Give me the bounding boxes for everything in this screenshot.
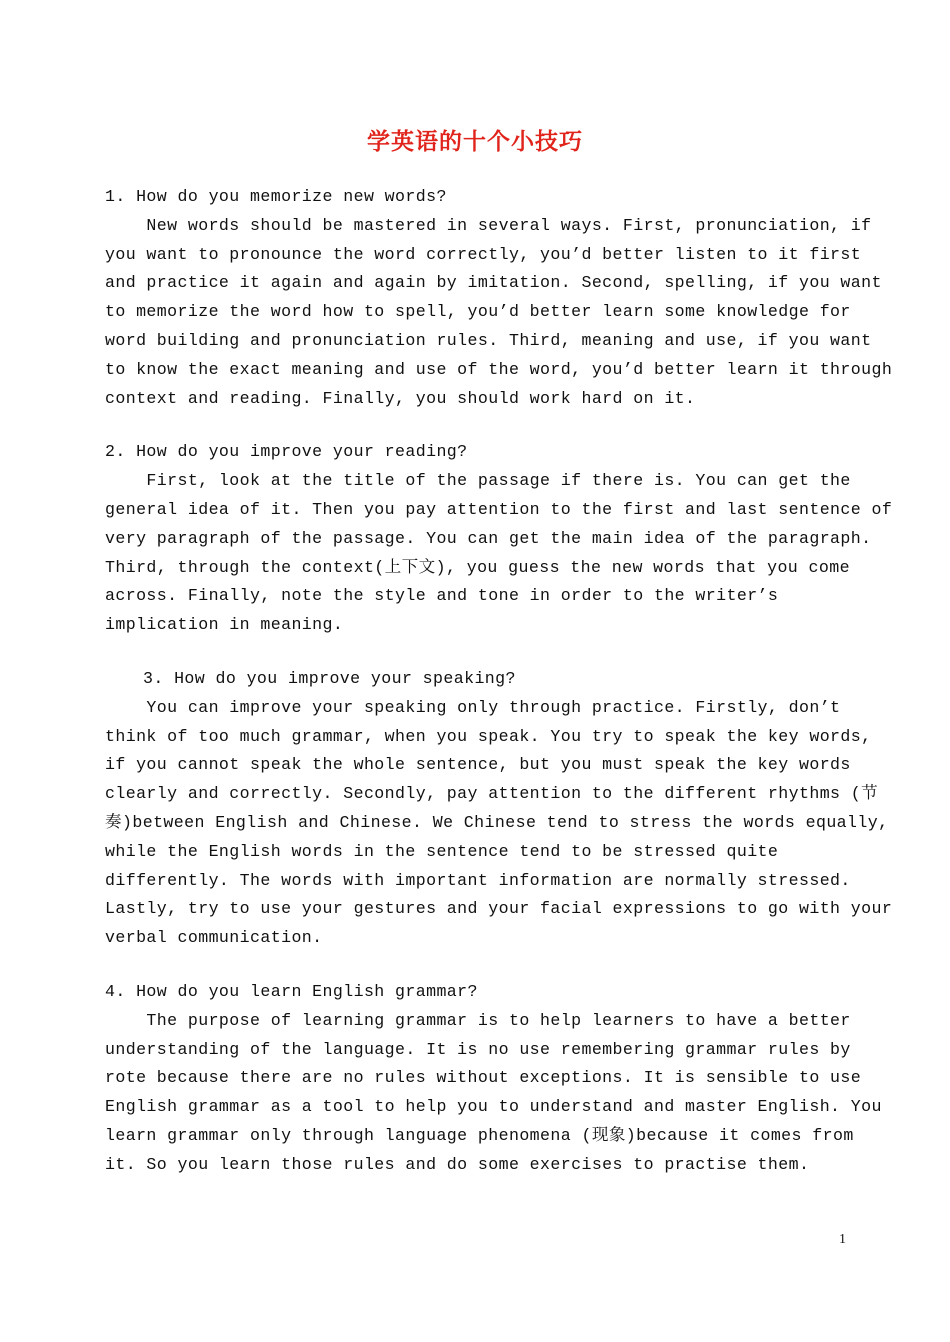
paragraph-line: think of too much grammar, when you speak. You try to speak the key words, (105, 726, 872, 746)
paragraph-line: understanding of the language. It is no use remembering grammar rules by (105, 1039, 851, 1059)
paragraph-line: 奏)between English and Chinese. We Chinese tend to stress the words equally, (105, 812, 889, 832)
page-number: 1 (839, 1232, 846, 1247)
paragraph-line: clearly and correctly. Secondly, pay attention to the different rhythms (节 (105, 784, 879, 804)
paragraph-line: if you cannot speak the whole sentence, but you must speak the key words (105, 755, 851, 775)
paragraph-line: New words should be mastered in several ways. First, pronunciation, if (105, 215, 872, 235)
section-heading: 3. How do you improve your speaking? (143, 668, 516, 688)
paragraph-line: verbal communication. (105, 928, 323, 948)
paragraph-line: You can improve your speaking only through practice. Firstly, don’t (105, 697, 841, 717)
paragraph-line: rote because there are no rules without exceptions. It is sensible to use (105, 1068, 862, 1088)
section-paragraph (105, 467, 893, 640)
section-paragraph (105, 694, 893, 953)
section-heading: 2. How do you improve your reading? (105, 442, 468, 462)
section-paragraph (105, 212, 893, 414)
section-improve-reading (105, 438, 893, 640)
paragraph-line: very paragraph of the passage. You can get the main idea of the paragraph. (105, 528, 872, 548)
paragraph-line: and practice it again and again by imitation. Second, spelling, if you want (105, 273, 882, 293)
paragraph-line: The purpose of learning grammar is to help learners to have a better (105, 1010, 851, 1030)
paragraph-line: learn grammar only through language phenomena (现象)because it comes from (105, 1125, 854, 1145)
paragraph-line: general idea of it. Then you pay attention to the first and last sentence of (105, 499, 893, 519)
section-improve-speaking (105, 665, 893, 953)
paragraph-line: you want to pronounce the word correctly, you’d better listen to it first (105, 244, 862, 264)
paragraph-line: English grammar as a tool to help you to understand and master English. You (105, 1097, 882, 1117)
paragraph-line: differently. The words with important information are normally stressed. (105, 870, 851, 890)
section-learn-grammar (105, 978, 882, 1180)
paragraph-line: to know the exact meaning and use of the word, you’d better learn it through (105, 359, 893, 379)
paragraph-line: context and reading. Finally, you should work hard on it. (105, 388, 696, 408)
paragraph-line: Third, through the context(上下文), you guess the new words that you come (105, 557, 850, 577)
section-heading: 1. How do you memorize new words? (105, 187, 447, 206)
document-title: 学英语的十个小技巧 (367, 129, 583, 155)
paragraph-line: it. So you learn those rules and do some exercises to practise them. (105, 1154, 810, 1174)
document-body (105, 183, 893, 1180)
section-paragraph (105, 1007, 882, 1180)
section-memorize-words (105, 183, 893, 413)
paragraph-line: word building and pronunciation rules. Third, meaning and use, if you want (105, 330, 872, 350)
paragraph-line: to memorize the word how to spell, you’d better learn some knowledge for (105, 302, 851, 322)
paragraph-line: implication in meaning. (105, 615, 344, 635)
paragraph-line: across. Finally, note the style and tone in order to the writer’s (105, 586, 779, 606)
paragraph-line: Lastly, try to use your gestures and your facial expressions to go with your (105, 899, 893, 919)
paragraph-line: First, look at the title of the passage if there is. You can get the (105, 471, 851, 491)
section-heading: 4. How do you learn English grammar? (105, 981, 478, 1001)
paragraph-line: while the English words in the sentence tend to be stressed quite (105, 841, 779, 861)
